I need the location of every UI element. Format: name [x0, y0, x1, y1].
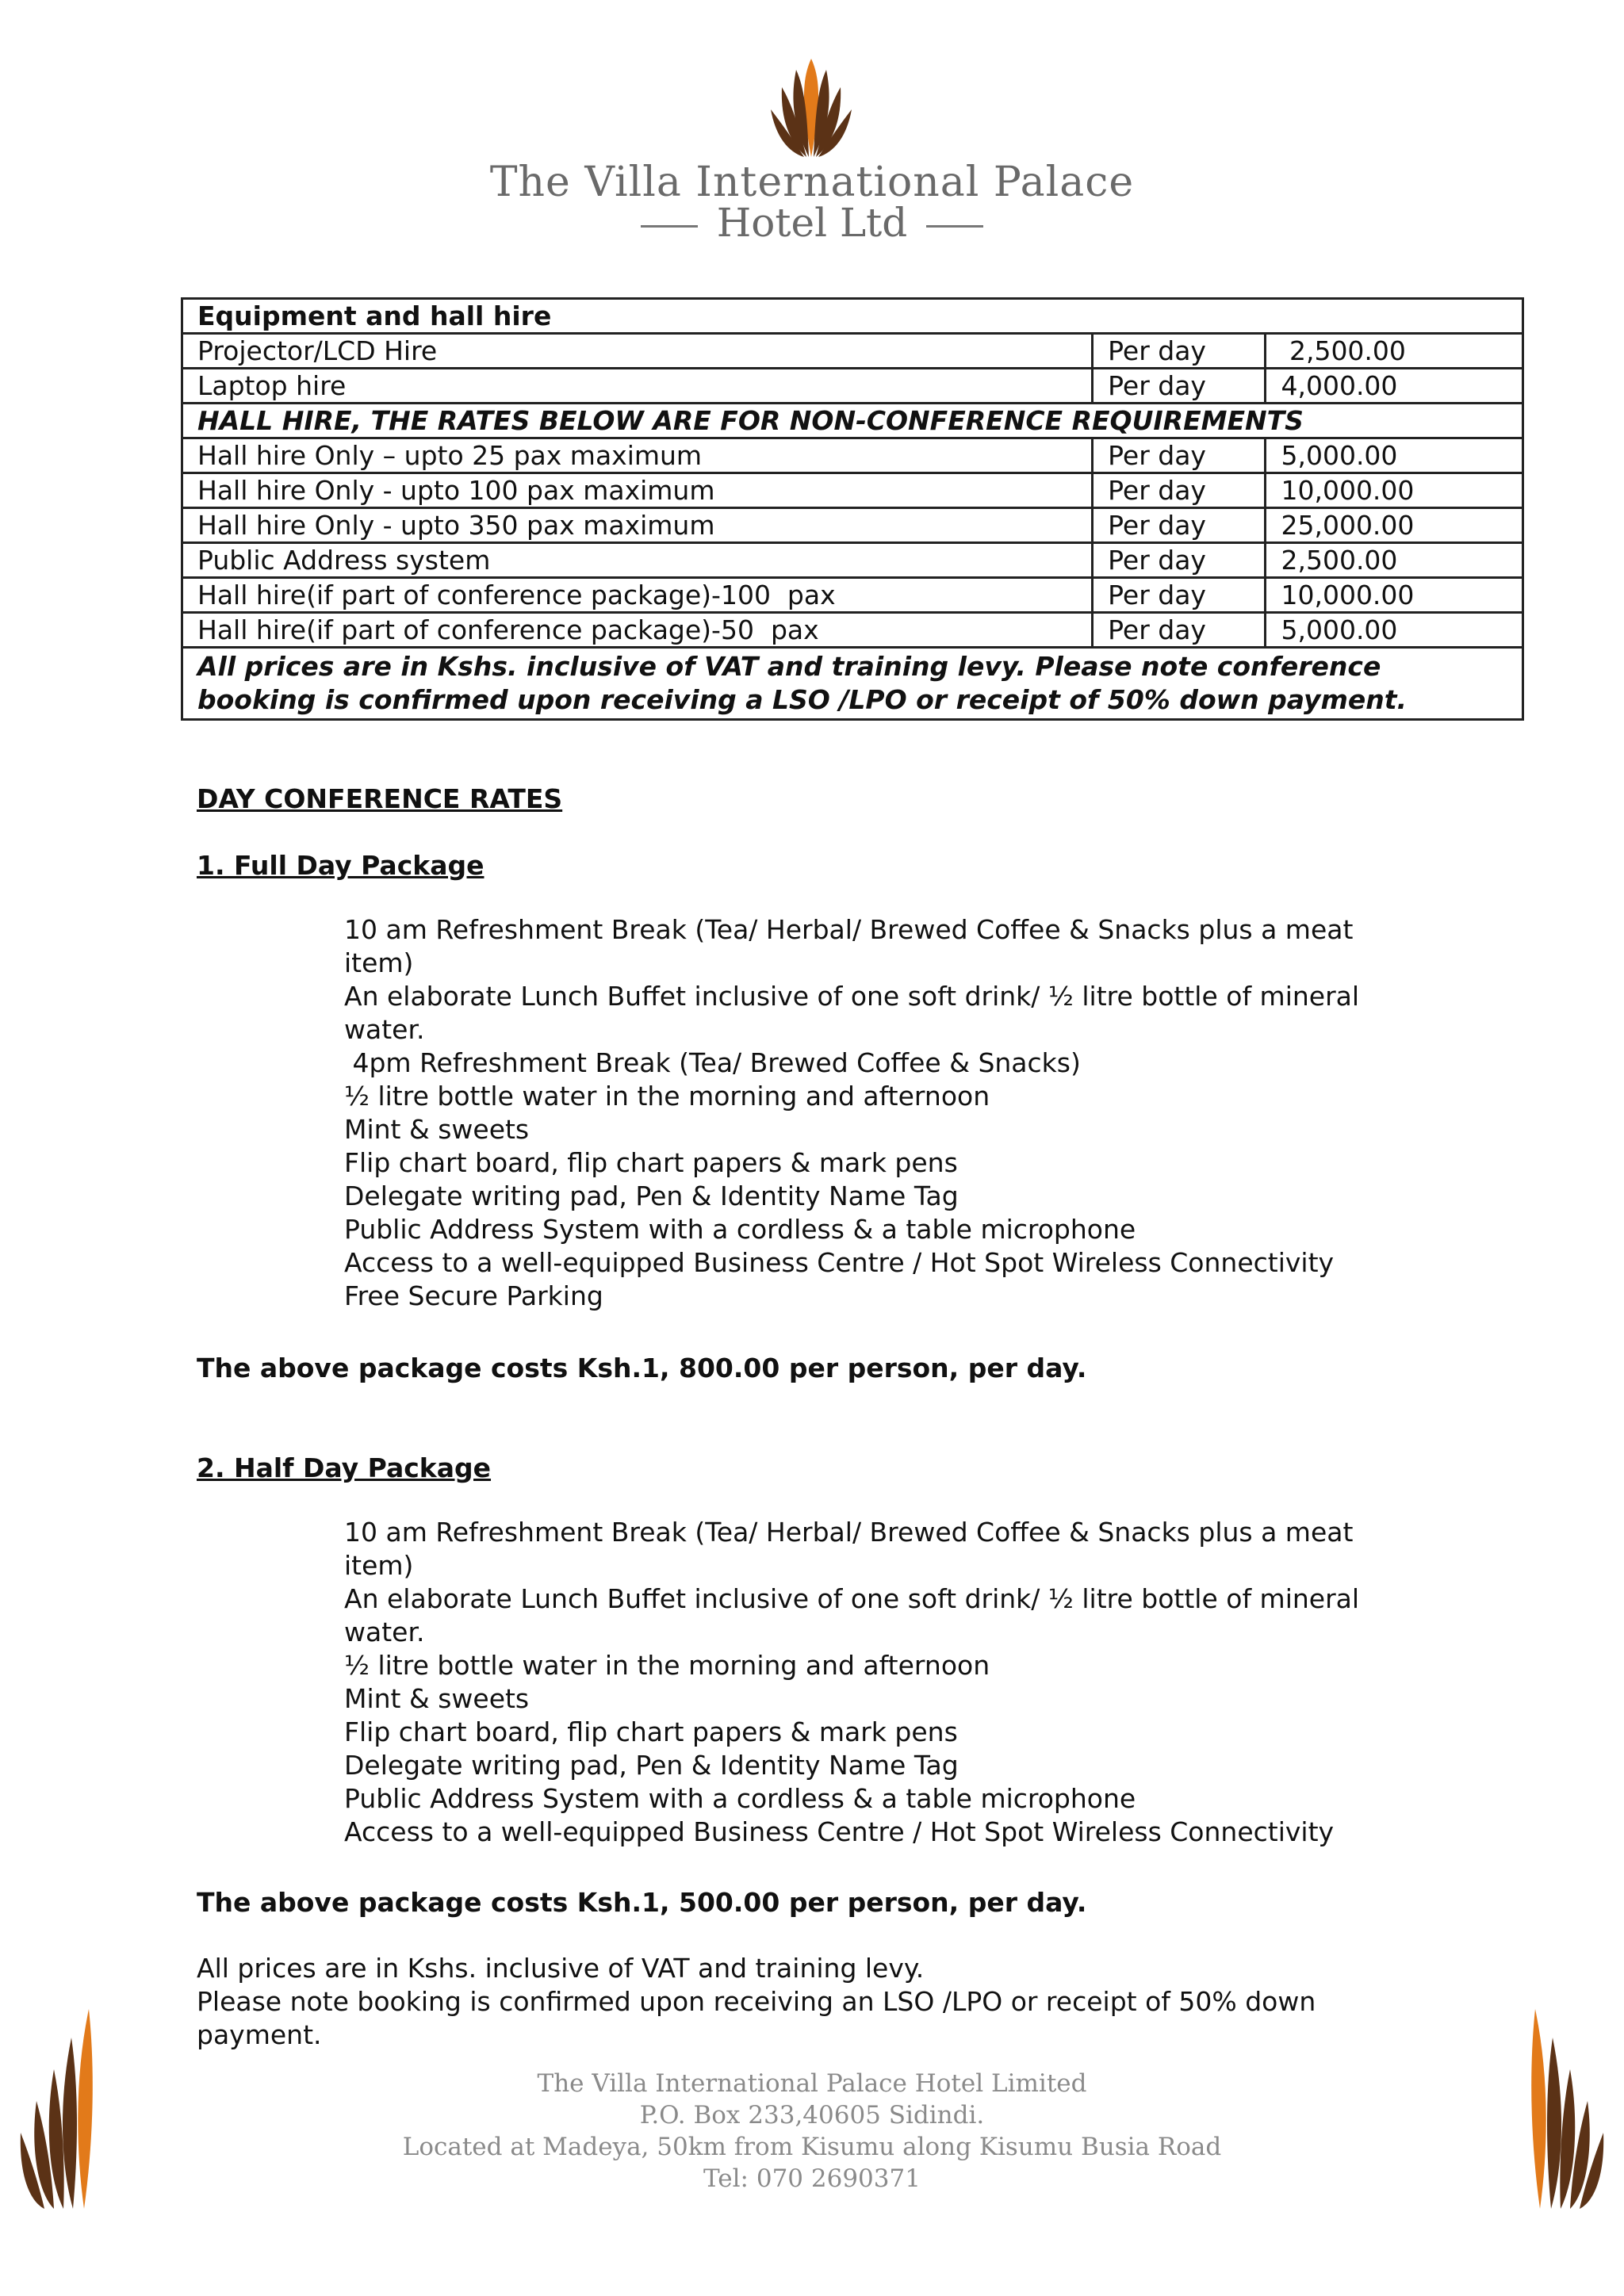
table-cell-unit: Per day — [1093, 334, 1266, 369]
table-row — [182, 369, 1523, 404]
half-day-package-cost: The above package costs Ksh.1, 500.00 per person, per day. — [197, 1887, 1087, 1918]
table-cell-price: 10,000.00 — [1266, 578, 1523, 613]
closing-note — [197, 1952, 1354, 2052]
table-row — [182, 543, 1523, 578]
table-subgroup-row — [182, 404, 1523, 438]
day-conference-heading: DAY CONFERENCE RATES — [197, 783, 563, 814]
list-item: Delegate writing pad, Pen & Identity Name Tag — [344, 1181, 959, 1211]
table-row — [182, 438, 1523, 473]
footer-contact — [0, 2068, 1624, 2195]
table-cell-item: Hall hire Only - upto 100 pax maximum — [182, 473, 1093, 508]
table-cell-item: Public Address system — [182, 543, 1093, 578]
table-row — [182, 508, 1523, 543]
footer-company-name: The Villa International Palace Hotel Limited — [537, 2069, 1087, 2098]
table-cell-item: Hall hire(if part of conference package)-50 pax — [182, 613, 1093, 648]
list-item: ½ litre bottle water in the morning and afternoon — [344, 1081, 990, 1112]
table-group-row — [182, 299, 1523, 334]
footer-location: Located at Madeya, 50km from Kisumu along Kisumu Busia Road — [402, 2133, 1222, 2161]
table-cell-price: 2,500.00 — [1266, 543, 1523, 578]
table-subgroup-label: HALL HIRE, THE RATES BELOW ARE FOR NON-CONFERENCE REQUIREMENTS — [182, 404, 1523, 438]
table-cell-unit: Per day — [1093, 543, 1266, 578]
list-item: Access to a well-equipped Business Centre / Hot Spot Wireless Connectivity — [344, 1247, 1335, 1278]
company-suffix — [0, 200, 1624, 246]
table-cell-item: Hall hire(if part of conference package)-100 pax — [182, 578, 1093, 613]
list-item: An elaborate Lunch Buffet inclusive of one soft drink/ ½ litre bottle of mineral water. — [344, 1583, 1360, 1647]
list-item: Public Address System with a cordless & a table microphone — [344, 1783, 1136, 1814]
list-item: Delegate writing pad, Pen & Identity Name Tag — [344, 1750, 959, 1781]
table-cell-unit: Per day — [1093, 613, 1266, 648]
table-cell-price: 5,000.00 — [1266, 613, 1523, 648]
footer-phone: Tel: 070 2690371 — [703, 2164, 921, 2193]
closing-note-prices: All prices are in Kshs. inclusive of VAT and training levy. — [197, 1953, 925, 1984]
company-name: The Villa International Palace — [489, 159, 1135, 206]
list-item: ½ litre bottle water in the morning and afternoon — [344, 1650, 990, 1681]
flame-fan-logo-icon — [768, 55, 855, 159]
table-cell-price: 4,000.00 — [1266, 369, 1523, 404]
full-day-package-heading: 1. Full Day Package — [197, 850, 485, 881]
list-item: Flip chart board, flip chart papers & mark pens — [344, 1147, 958, 1178]
table-row — [182, 473, 1523, 508]
logo-dash-right — [926, 225, 983, 228]
table-cell-price: 5,000.00 — [1266, 438, 1523, 473]
table-cell-price: 25,000.00 — [1266, 508, 1523, 543]
full-day-package-cost: The above package costs Ksh.1, 800.00 per person, per day. — [197, 1353, 1087, 1383]
list-item: Public Address System with a cordless & a table microphone — [344, 1214, 1136, 1245]
list-item: 10 am Refreshment Break (Tea/ Herbal/ Brewed Coffee & Snacks plus a meat item) — [344, 1517, 1354, 1581]
list-item: 10 am Refreshment Break (Tea/ Herbal/ Brewed Coffee & Snacks plus a meat item) — [344, 914, 1354, 978]
table-cell-unit: Per day — [1093, 578, 1266, 613]
half-day-package-list — [344, 1516, 1391, 1849]
half-day-package-heading: 2. Half Day Package — [197, 1452, 492, 1483]
table-cell-unit: Per day — [1093, 473, 1266, 508]
table-cell-unit: Per day — [1093, 369, 1266, 404]
table-cell-unit: Per day — [1093, 508, 1266, 543]
table-cell-item: Hall hire Only - upto 350 pax maximum — [182, 508, 1093, 543]
table-note-row — [182, 648, 1523, 720]
table-cell-price: 10,000.00 — [1266, 473, 1523, 508]
equipment-hall-hire-table — [181, 297, 1524, 721]
closing-note-booking: Please note booking is confirmed upon receiving an LSO /LPO or receipt of 50% down payment. — [197, 1986, 1316, 2050]
table-group-label: Equipment and hall hire — [182, 299, 1523, 334]
list-item: An elaborate Lunch Buffet inclusive of one soft drink/ ½ litre bottle of mineral water. — [344, 981, 1360, 1045]
table-cell-item: Hall hire Only – upto 25 pax maximum — [182, 438, 1093, 473]
table-row — [182, 334, 1523, 369]
list-item: Mint & sweets — [344, 1114, 530, 1145]
table-cell-item: Projector/LCD Hire — [182, 334, 1093, 369]
table-note-text: All prices are in Kshs. inclusive of VAT and training levy. Please note conference booking is confirmed upon receiving a LSO /LPO or receipt of 50% down payment. — [182, 648, 1523, 720]
table-row — [182, 613, 1523, 648]
list-item: Mint & sweets — [344, 1683, 530, 1714]
footer-po-box: P.O. Box 233,40605 Sidindi. — [639, 2101, 985, 2130]
table-cell-unit: Per day — [1093, 438, 1266, 473]
table-cell-price: 2,500.00 — [1266, 334, 1523, 369]
list-item: Free Secure Parking — [344, 1280, 603, 1311]
company-suffix-text: Hotel Ltd — [716, 200, 908, 246]
list-item: 4pm Refreshment Break (Tea/ Brewed Coffee & Snacks) — [344, 1047, 1081, 1078]
list-item: Access to a well-equipped Business Centre / Hot Spot Wireless Connectivity — [344, 1816, 1335, 1847]
full-day-package-list — [344, 913, 1391, 1313]
logo-dash-left — [641, 225, 698, 228]
list-item: Flip chart board, flip chart papers & mark pens — [344, 1716, 958, 1747]
table-row — [182, 578, 1523, 613]
table-cell-item: Laptop hire — [182, 369, 1093, 404]
